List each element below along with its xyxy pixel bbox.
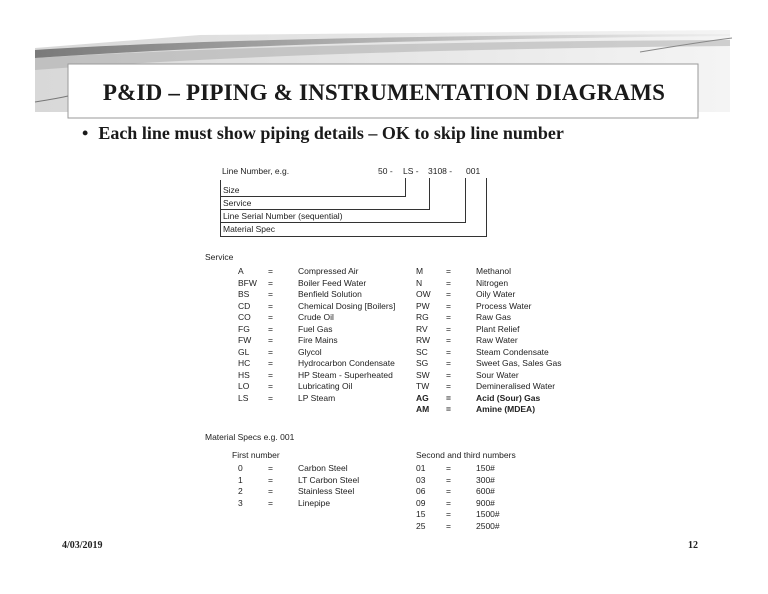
service-row-code: N (416, 277, 423, 288)
material-second-row-code: 15 (416, 509, 426, 519)
first-number-heading: First number (232, 450, 280, 460)
service-row-desc: LP Steam (298, 392, 336, 403)
service-row-desc: Chemical Dosing [Boilers] (298, 300, 396, 311)
service-row-desc: Sour Water (476, 369, 519, 380)
service-row-code: RG (416, 312, 429, 322)
material-second-row-code: 09 (416, 497, 426, 508)
service-row-eq: = (268, 289, 273, 299)
service-row-desc: Benfield Solution (298, 289, 362, 299)
service-row-desc: Glycol (298, 346, 322, 357)
service-row-code: LS (238, 392, 249, 403)
material-second-row-eq: = (446, 509, 451, 519)
bracket-material-riser (486, 178, 487, 237)
service-row-code: RV (416, 323, 428, 334)
service-row-desc: Methanol (476, 266, 511, 276)
service-row-code: SG (416, 358, 429, 368)
service-row-desc: Nitrogen (476, 277, 509, 288)
part-service: Service (223, 198, 252, 208)
service-row-code: AM (416, 404, 430, 414)
material-second-row-desc: 150# (476, 463, 495, 473)
service-row-desc: Boiler Feed Water (298, 277, 367, 288)
service-row-eq: = (446, 277, 451, 288)
service-row-eq: = (446, 346, 451, 357)
service-row-eq: = (446, 381, 451, 391)
service-row-eq: = (268, 346, 273, 357)
bracket-size-line (220, 196, 406, 197)
service-row-code: BS (238, 289, 250, 299)
slide-number: 12 (688, 540, 698, 551)
service-row-code: HC (238, 358, 251, 368)
service-row-eq: = (268, 358, 273, 368)
bullet-point (82, 123, 564, 144)
service-row-desc: Lubricating Oil (298, 381, 353, 391)
material-first-row-eq: = (268, 474, 273, 485)
bullet-text: Each line must show piping details – OK to skip line number (98, 123, 564, 143)
service-row-eq: = (446, 323, 451, 334)
service-row-desc: Fuel Gas (298, 323, 333, 334)
part-size: Size (223, 185, 240, 195)
service-row-eq: = (268, 323, 273, 334)
page-title: P&ID – PIPING & INSTRUMENTATION DIAGRAMS (102, 80, 666, 105)
line-number-label: Line Number, e.g. (222, 166, 290, 176)
service-row-eq: = (268, 266, 273, 276)
bracket-material-line (220, 236, 487, 237)
material-second-row-eq: = (446, 497, 451, 508)
service-row-desc: Hydrocarbon Condensate (298, 358, 395, 368)
service-row-eq: = (268, 277, 273, 288)
service-row-eq: = (268, 381, 273, 391)
service-row-desc: HP Steam - Superheated (298, 369, 393, 380)
service-row-desc: Oily Water (476, 289, 516, 299)
material-second-row-code: 01 (416, 463, 426, 473)
service-row-desc: Acid (Sour) Gas (476, 392, 541, 403)
service-row-code: FG (238, 323, 250, 334)
material-second-row-desc: 900# (476, 497, 495, 508)
material-first-row-code: 2 (238, 486, 243, 496)
part-material: Material Spec (223, 224, 275, 234)
material-first-row-eq: = (268, 497, 273, 508)
material-second-row-eq: = (446, 486, 451, 496)
material-first-row-desc: LT Carbon Steel (298, 474, 360, 485)
material-second-row-eq: = (446, 474, 451, 485)
material-second-row-desc: 600# (476, 486, 495, 496)
material-first-row-eq: = (268, 463, 273, 473)
material-second-row-code: 06 (416, 486, 426, 496)
material-first-row-desc: Carbon Steel (298, 463, 348, 473)
service-row-desc: Steam Condensate (476, 346, 549, 357)
service-row-eq: = (446, 392, 451, 403)
service-row-desc: Amine (MDEA) (476, 404, 536, 414)
service-row-desc: Compressed Air (298, 266, 359, 276)
bullet-dot-icon: • (82, 123, 89, 143)
part-serial: Line Serial Number (sequential) (223, 211, 343, 221)
service-row-eq: = (446, 335, 451, 345)
bracket-serial-line (220, 222, 466, 223)
service-row-eq: = (446, 358, 451, 368)
material-second-row-desc: 300# (476, 474, 495, 485)
service-row-desc: Raw Gas (476, 312, 511, 322)
service-row-desc: Process Water (476, 300, 532, 311)
material-second-row-eq: = (446, 463, 451, 473)
service-row-desc: Plant Relief (476, 323, 520, 334)
service-row-eq: = (446, 266, 451, 276)
service-row-eq: = (268, 392, 273, 403)
slide-banner (0, 0, 768, 130)
service-heading: Service (205, 252, 234, 262)
material-first-row-code: 3 (238, 497, 243, 508)
bracket-service-riser (429, 178, 430, 210)
service-row-code: M (416, 266, 424, 276)
material-first-row-code: 1 (238, 474, 243, 485)
material-second-row-desc: 1500# (476, 509, 500, 519)
service-row-desc: Sweet Gas, Sales Gas (476, 358, 562, 368)
service-row-code: CO (238, 312, 251, 322)
service-row-code: OW (416, 289, 431, 299)
service-row-code: BFW (238, 277, 257, 288)
service-row-code: A (238, 266, 244, 276)
service-row-desc: Raw Water (476, 335, 518, 345)
service-row-desc: Demineralised Water (476, 381, 556, 391)
service-row-eq: = (446, 369, 451, 380)
material-first-row-code: 0 (238, 463, 243, 473)
service-row-eq: = (446, 404, 451, 414)
service-row-desc: Crude Oil (298, 312, 334, 322)
service-row-code: RW (416, 335, 431, 345)
service-row-code: AG (416, 392, 429, 403)
service-row-code: FW (238, 335, 252, 345)
material-first-row-desc: Linepipe (298, 497, 331, 508)
material-second-row-code: 25 (416, 520, 426, 531)
service-row-eq: = (268, 312, 273, 322)
bracket-service-line (220, 209, 430, 210)
service-row-code: PW (416, 300, 430, 311)
line-number-serial: 3108 - (428, 166, 453, 176)
material-second-row-code: 03 (416, 474, 426, 485)
service-row-eq: = (446, 289, 451, 299)
material-first-row-desc: Stainless Steel (298, 486, 355, 496)
material-second-row-eq: = (446, 520, 451, 531)
slide-date: 4/03/2019 (62, 540, 103, 551)
material-first-row-eq: = (268, 486, 273, 496)
service-row-code: CD (238, 300, 251, 311)
service-row-eq: = (446, 312, 451, 322)
second-third-heading: Second and third numbers (416, 450, 516, 460)
service-row-code: HS (238, 369, 250, 380)
service-row-eq: = (268, 300, 273, 311)
service-row-code: SC (416, 346, 428, 357)
service-row-code: LO (238, 381, 250, 391)
material-heading: Material Specs e.g. 001 (205, 432, 295, 442)
service-row-eq: = (446, 300, 451, 311)
material-second-row-desc: 2500# (476, 520, 500, 531)
service-row-eq: = (268, 369, 273, 380)
service-row-eq: = (268, 335, 273, 345)
service-row-code: GL (238, 346, 250, 357)
line-number-size: 50 - (378, 166, 393, 176)
service-row-code: SW (416, 369, 430, 380)
bracket-serial-riser (465, 178, 466, 223)
line-number-service: LS - (403, 166, 419, 176)
service-row-code: TW (416, 381, 430, 391)
line-number-material: 001 (466, 166, 481, 176)
service-row-desc: Fire Mains (298, 335, 338, 345)
bracket-size-riser (405, 178, 406, 197)
